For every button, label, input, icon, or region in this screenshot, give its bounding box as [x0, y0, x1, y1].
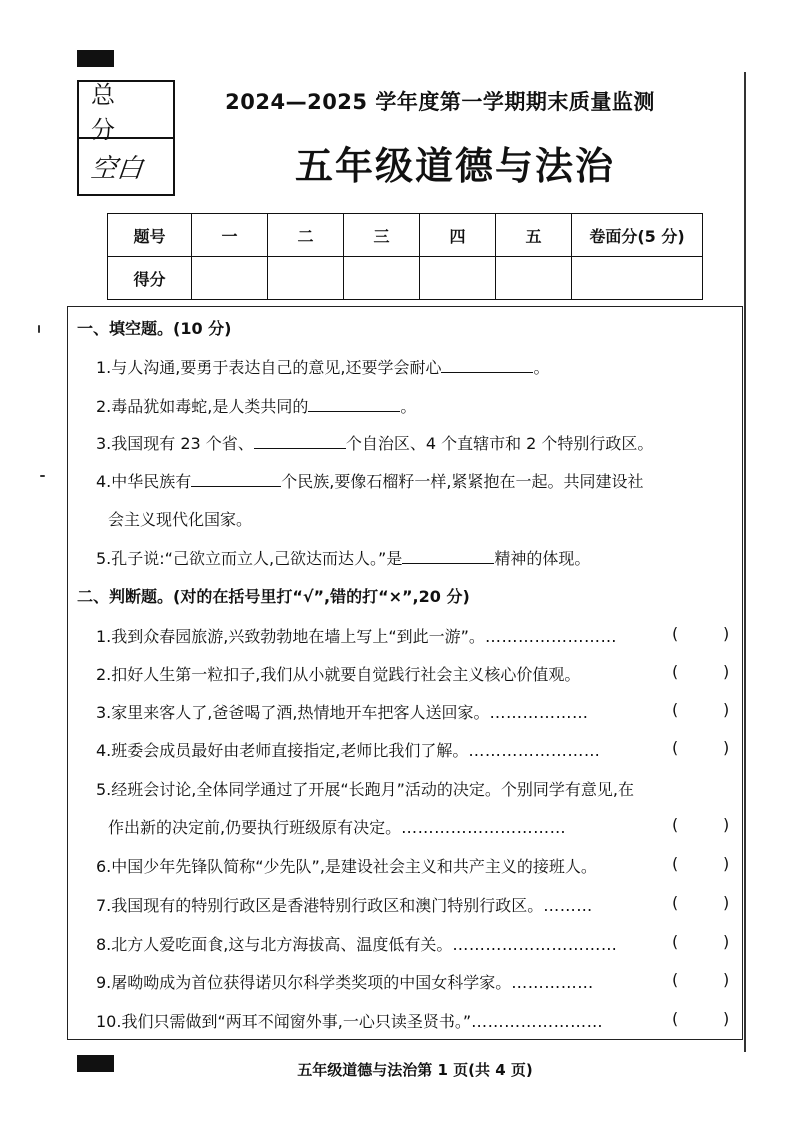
answer-paren-open[interactable]: (: [672, 1009, 679, 1028]
scan-speck: [40, 475, 45, 477]
answer-blank[interactable]: [254, 434, 346, 449]
row-header-cell: 题号: [108, 214, 192, 257]
score-cell[interactable]: [496, 257, 572, 300]
judgement-question: [96, 700, 588, 723]
question-text: 1.我到众春园旅游,兴致勃勃地在墙上写上“到此一游”。: [96, 627, 485, 646]
judgement-question: [96, 662, 580, 685]
question-text: 10.我们只需做到“两耳不闻窗外事,一心只读圣贤书。”: [96, 1012, 472, 1031]
total-score-box: [77, 80, 175, 196]
answer-paren-close[interactable]: ): [723, 700, 730, 719]
answer-blank[interactable]: [308, 397, 400, 412]
score-cell[interactable]: [344, 257, 420, 300]
question-text: 3.家里来客人了,爸爸喝了酒,热情地开车把客人送回家。: [96, 703, 490, 722]
question-text: 6.中国少年先锋队简称“少先队”,是建设社会主义和共产主义的接班人。: [96, 857, 597, 876]
question-text: 9.屠呦呦成为首位获得诺贝尔科学类奖项的中国女科学家。: [96, 973, 512, 992]
question-text: 个自治区、4 个直辖市和 2 个特别行政区。: [345, 434, 654, 453]
question-text: 2.毒品犹如毒蛇,是人类共同的: [96, 397, 309, 416]
score-table-score-row: [108, 257, 703, 300]
answer-paren-open[interactable]: (: [672, 662, 679, 681]
section-heading: 二、判断题。(对的在括号里打“√”,错的打“×”,20 分): [77, 587, 470, 606]
question-text: 。: [533, 358, 550, 377]
column-header: 卷面分(5 分): [572, 214, 703, 257]
leader-dots: …………………………: [452, 935, 618, 954]
answer-paren-open[interactable]: (: [672, 893, 679, 912]
page-footer: 五年级道德与法治第 1 页(共 4 页): [297, 1061, 533, 1079]
scan-speck: [38, 325, 40, 333]
answer-paren-close[interactable]: ): [723, 1009, 730, 1028]
judgement-question: [96, 970, 594, 993]
question-text: 4.班委会成员最好由老师直接指定,老师比我们了解。: [96, 741, 469, 760]
question-continuation: [108, 815, 566, 838]
registration-mark-bottom: [77, 1055, 114, 1072]
judgement-question: [96, 1009, 603, 1032]
score-label-cell: 得分: [108, 257, 192, 300]
score-cell[interactable]: [268, 257, 344, 300]
fill-question: [96, 394, 416, 417]
question-text: 5.孔子说:“己欲立而立人,己欲达而达人。”是: [96, 549, 403, 568]
score-cell[interactable]: [572, 257, 703, 300]
answer-paren-close[interactable]: ): [723, 662, 730, 681]
judgement-question: [96, 854, 597, 877]
column-header: 四: [420, 214, 496, 257]
answer-paren-close[interactable]: ): [723, 738, 730, 757]
fill-question: [96, 355, 549, 378]
leader-dots: ……………………: [484, 627, 617, 646]
answer-paren-open[interactable]: (: [672, 624, 679, 643]
answer-paren-open[interactable]: (: [672, 932, 679, 951]
question-text: 作出新的决定前,仍要执行班级原有决定。: [108, 818, 402, 837]
answer-paren-open[interactable]: (: [672, 970, 679, 989]
question-text: 。: [400, 397, 417, 416]
answer-paren-open[interactable]: (: [672, 738, 679, 757]
judgement-question: [96, 777, 634, 800]
score-table-header-row: [108, 214, 703, 257]
question-text: 1.与人沟通,要勇于表达自己的意见,还要学会耐心: [96, 358, 442, 377]
answer-paren-close[interactable]: ): [723, 854, 730, 873]
fill-question: [96, 469, 643, 492]
answer-paren-close[interactable]: ): [723, 970, 730, 989]
leader-dots: ………: [543, 896, 593, 915]
total-score-label: 总 分: [79, 82, 173, 139]
judgement-question: [96, 738, 600, 761]
section-heading: 一、填空题。(10 分): [77, 319, 232, 338]
registration-mark-top: [77, 50, 114, 67]
leader-dots: ……………: [511, 973, 594, 992]
judgement-question: [96, 624, 617, 647]
question-text: 8.北方人爱吃面食,这与北方海拔高、温度低有关。: [96, 935, 453, 954]
answer-blank[interactable]: [441, 358, 533, 373]
column-header: 二: [268, 214, 344, 257]
column-header: 三: [344, 214, 420, 257]
answer-paren-close[interactable]: ): [723, 893, 730, 912]
judgement-question: [96, 893, 593, 916]
answer-paren-close[interactable]: ): [723, 932, 730, 951]
leader-dots: …………………………: [401, 818, 567, 837]
binding-line: [744, 72, 746, 1052]
question-text: 5.经班会讨论,全体同学通过了开展“长跑月”活动的决定。个别同学有意见,在: [96, 780, 635, 799]
answer-blank[interactable]: [191, 472, 281, 487]
score-cell[interactable]: [192, 257, 268, 300]
score-cell[interactable]: [420, 257, 496, 300]
exam-title: 五年级道德与法治: [294, 143, 615, 188]
score-table: [107, 213, 703, 300]
question-text: 7.我国现有的特别行政区是香港特别行政区和澳门特别行政区。: [96, 896, 544, 915]
leader-dots: ……………………: [471, 1012, 604, 1031]
question-text: 3.我国现有 23 个省、: [96, 434, 254, 453]
answer-paren-open[interactable]: (: [672, 815, 679, 834]
answer-blank[interactable]: [402, 549, 494, 564]
answer-paren-close[interactable]: ): [723, 815, 730, 834]
fill-question: [96, 546, 590, 569]
question-text: 4.中华民族有: [96, 472, 192, 491]
answer-paren-close[interactable]: ): [723, 624, 730, 643]
question-text: 2.扣好人生第一粒扣子,我们从小就要自觉践行社会主义核心价值观。: [96, 665, 581, 684]
answer-paren-open[interactable]: (: [672, 700, 679, 719]
leader-dots: ……………………: [468, 741, 601, 760]
total-score-handwriting: 空白: [89, 154, 145, 184]
answer-paren-open[interactable]: (: [672, 854, 679, 873]
column-header: 一: [192, 214, 268, 257]
question-continuation: 会主义现代化国家。: [108, 510, 253, 529]
leader-dots: ………………: [489, 703, 589, 722]
column-header: 五: [496, 214, 572, 257]
fill-question: [96, 431, 653, 454]
question-text: 个民族,要像石榴籽一样,紧紧抱在一起。共同建设社: [281, 472, 644, 491]
judgement-question: [96, 932, 617, 955]
exam-subtitle: 2024—2025 学年度第一学期期末质量监测: [225, 90, 655, 114]
question-text: 精神的体现。: [494, 549, 591, 568]
